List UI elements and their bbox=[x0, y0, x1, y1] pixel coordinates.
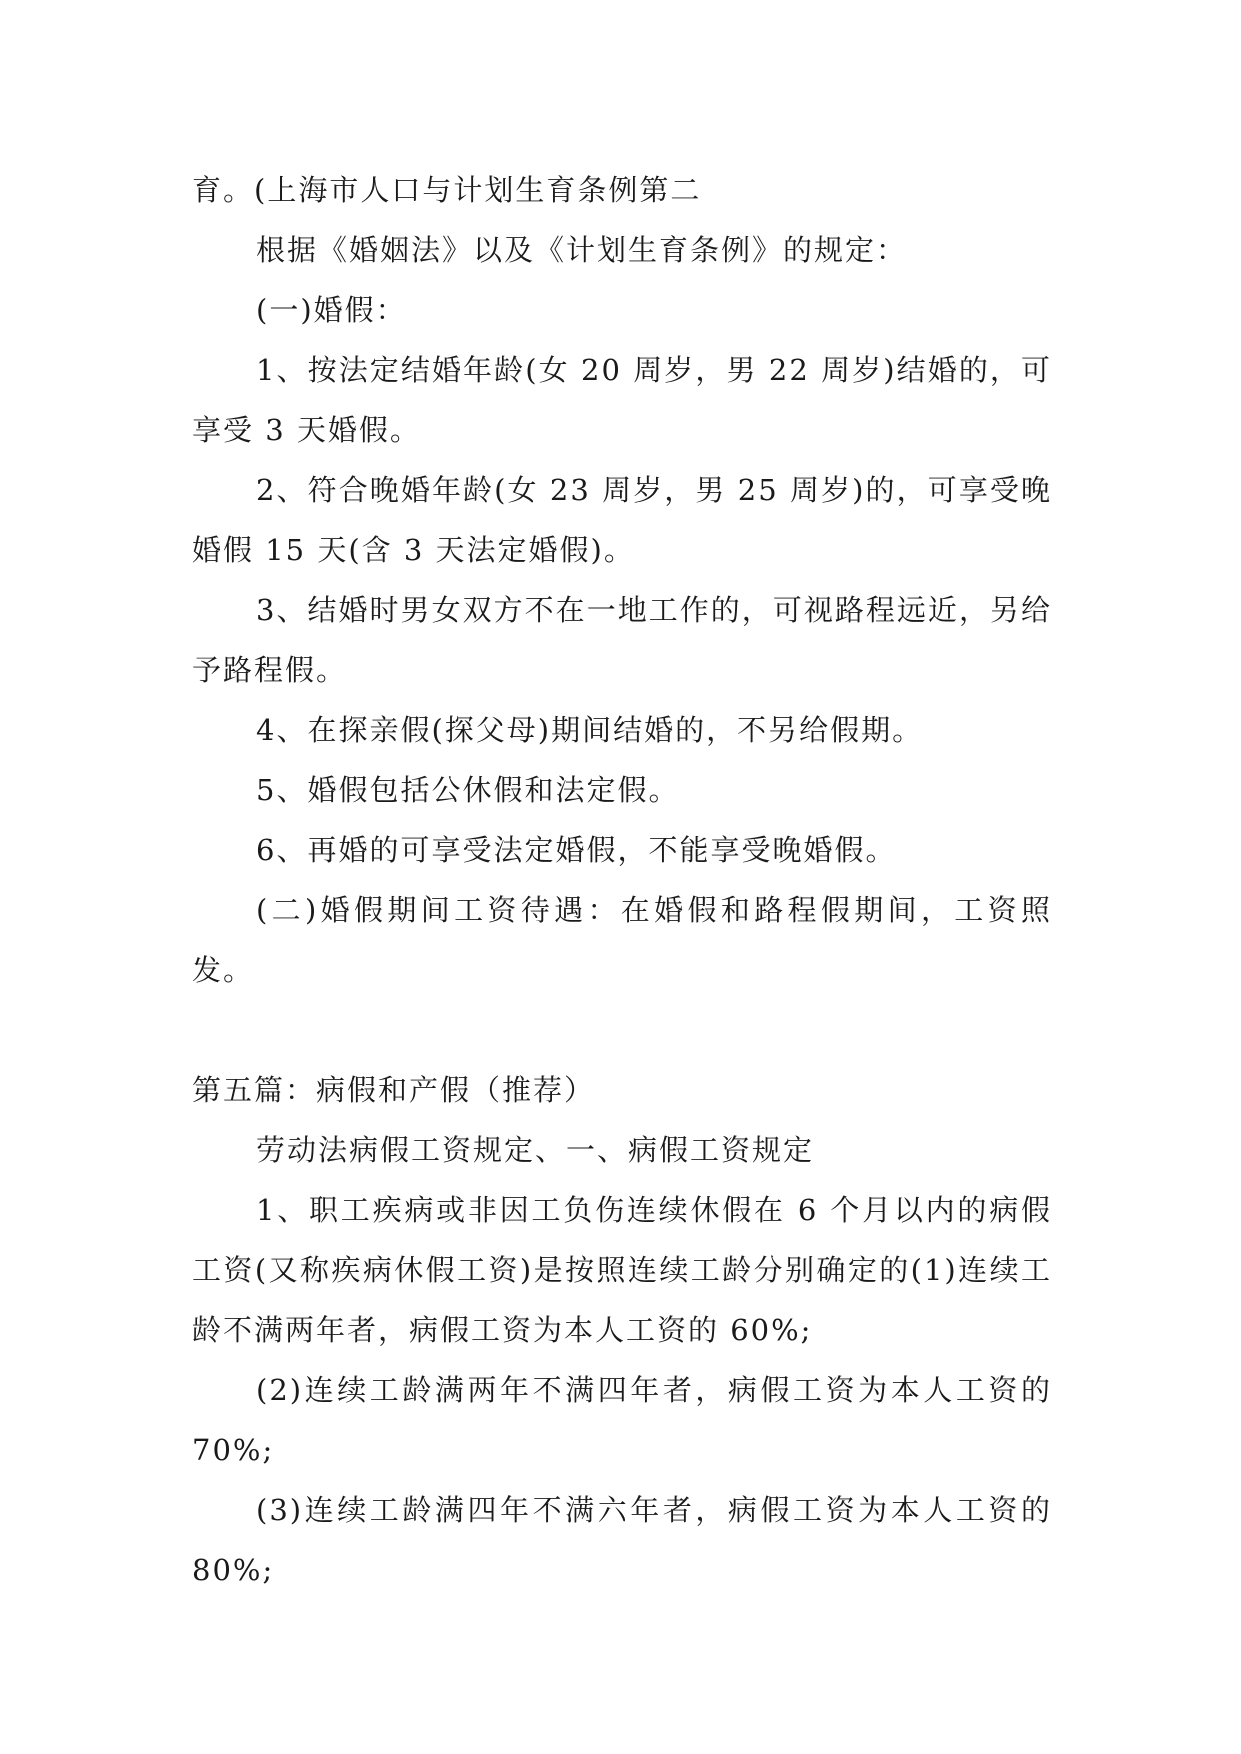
paragraph: 4、在探亲假(探父母)期间结婚的，不另给假期。 bbox=[256, 713, 924, 747]
document-body bbox=[192, 160, 1052, 1600]
paragraph: (2)连续工龄满两年不满四年者，病假工资为本人工资的 70%; bbox=[192, 1373, 1052, 1467]
paragraph: (一)婚假： bbox=[256, 293, 407, 327]
paragraph: 根据《婚姻法》以及《计划生育条例》的规定： bbox=[256, 233, 908, 267]
paragraph: 1、职工疾病或非因工负伤连续休假在 6 个月以内的病假工资(又称疾病休假工资)是按照连续工龄分别确定的(1)连续工龄不满两年者，病假工资为本人工资的 60%; bbox=[192, 1193, 1052, 1347]
paragraph: 1、按法定结婚年龄(女 20 周岁，男 22 周岁)结婚的，可享受 3 天婚假。 bbox=[192, 353, 1052, 447]
paragraph: 3、结婚时男女双方不在一地工作的，可视路程远近，另给予路程假。 bbox=[192, 593, 1052, 687]
paragraph: 劳动法病假工资规定、一、病假工资规定 bbox=[256, 1133, 815, 1167]
paragraph: (二)婚假期间工资待遇：在婚假和路程假期间，工资照发。 bbox=[192, 893, 1052, 987]
paragraph: 育。(上海市人口与计划生育条例第二 bbox=[192, 173, 702, 207]
section-title: 第五篇：病假和产假（推荐） bbox=[192, 1073, 596, 1107]
section-spacer bbox=[192, 1000, 1052, 1060]
paragraph: 6、再婚的可享受法定婚假，不能享受晚婚假。 bbox=[256, 833, 897, 867]
paragraph: 2、符合晚婚年龄(女 23 周岁，男 25 周岁)的，可享受晚婚假 15 天(含 3 天法定婚假)。 bbox=[192, 473, 1052, 567]
paragraph: (3)连续工龄满四年不满六年者，病假工资为本人工资的 80%; bbox=[192, 1493, 1052, 1587]
paragraph: 5、婚假包括公休假和法定假。 bbox=[256, 773, 680, 807]
